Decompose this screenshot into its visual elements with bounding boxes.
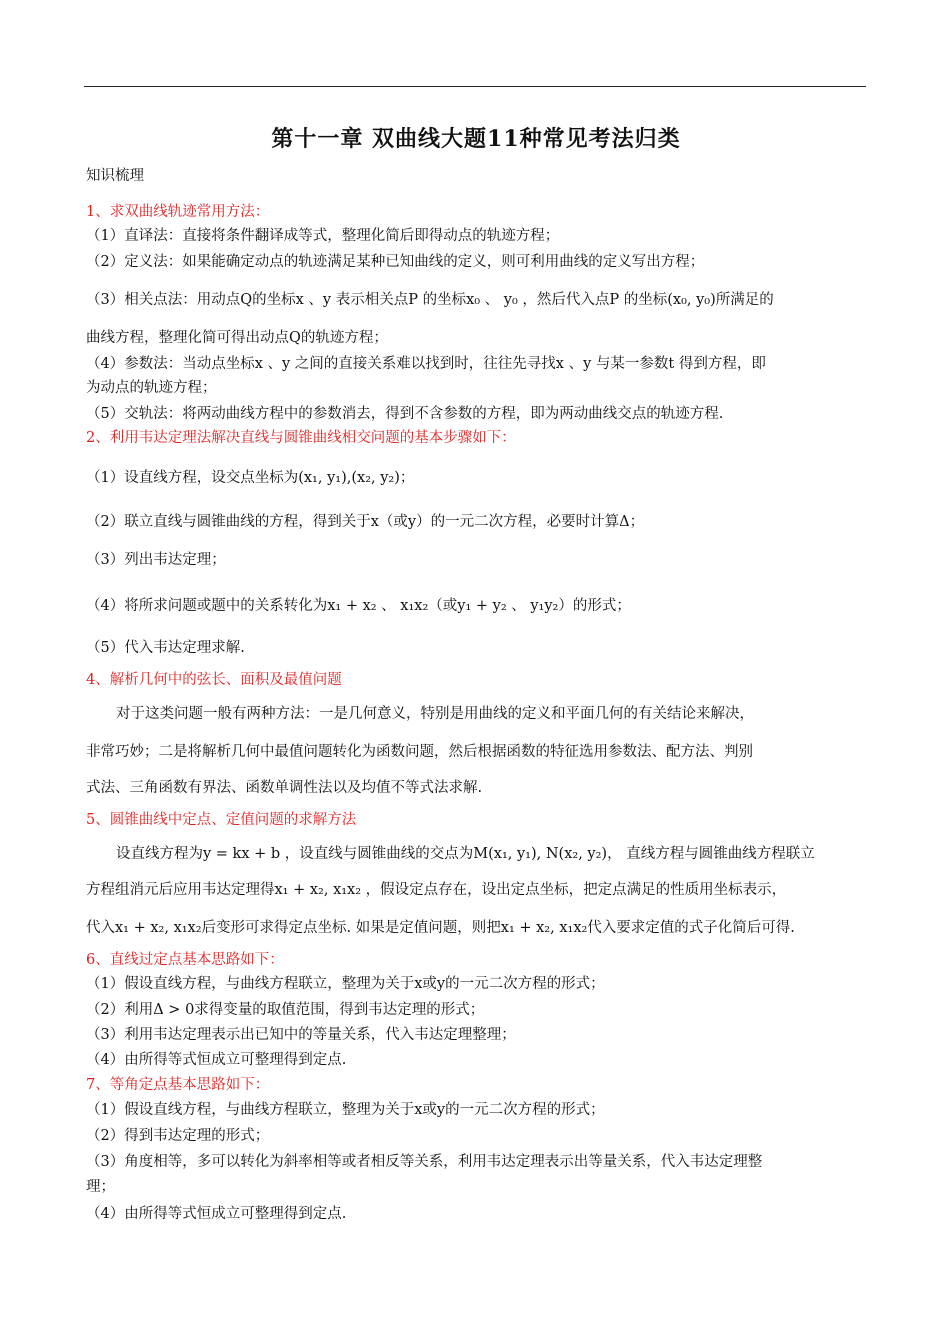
s7-item-2: （2）得到韦达定理的形式； [86, 1128, 270, 1144]
s7-item-4: （4）由所得等式恒成立可整理得到定点. [86, 1206, 347, 1222]
section-intro: 知识梳理 [86, 168, 144, 184]
s4-para-line-1: 对于这类问题一般有两种方法：一是几何意义，特别是用曲线的定义和平面几何的有关结论来解决， [116, 706, 754, 722]
s1-item-4b: 为动点的轨迹方程； [86, 380, 217, 396]
header-rule [84, 86, 866, 87]
s1-item-3a: （3）相关点法：用动点Q的坐标x 、y 表示相关点P 的坐标x₀ 、 y₀ ，然后代入点P 的坐标(x₀, y₀)所满足的 [86, 292, 774, 308]
s4-para-line-3: 式法、三角函数有界法、函数单调性法以及均值不等式法求解. [86, 780, 483, 796]
section-1-heading: 1、求双曲线轨迹常用方法： [86, 204, 270, 220]
s6-item-1: （1）假设直线方程，与曲线方程联立，整理为关于x或y的一元二次方程的形式； [86, 976, 605, 992]
s1-item-3b: 曲线方程，整理化简可得出动点Q的轨迹方程； [86, 330, 388, 346]
s1-item-5: （5）交轨法：将两动曲线方程中的参数消去，得到不含参数的方程，即为两动曲线交点的轨迹方程. [86, 406, 724, 422]
s6-item-4: （4）由所得等式恒成立可整理得到定点. [86, 1052, 347, 1068]
section-6-heading: 6、直线过定点基本思路如下： [86, 952, 284, 968]
s2-item-3: （3）列出韦达定理； [86, 552, 226, 568]
s5-para-line-2: 方程组消元后应用韦达定理得x₁ + x₂, x₁x₂ ，假设定点存在，设出定点坐标，把定点满足的性质用坐标表示， [86, 882, 787, 898]
s6-item-3: （3）利用韦达定理表示出已知中的等量关系，代入韦达定理整理； [86, 1027, 516, 1043]
s1-item-1: （1）直译法：直接将条件翻译成等式，整理化简后即得动点的轨迹方程； [86, 228, 560, 244]
s2-item-2: （2）联立直线与圆锥曲线的方程，得到关于x（或y）的一元二次方程，必要时计算Δ； [86, 514, 645, 530]
s5-para-line-1: 设直线方程为y = kx + b ，设直线与圆锥曲线的交点为M(x₁, y₁), N(x₂, y₂)， 直线方程与圆锥曲线方程联立 [116, 846, 815, 862]
section-4-heading: 4、解析几何中的弦长、面积及最值问题 [86, 672, 342, 688]
section-5-heading: 5、圆锥曲线中定点、定值问题的求解方法 [86, 812, 357, 828]
s7-item-1: （1）假设直线方程，与曲线方程联立，整理为关于x或y的一元二次方程的形式； [86, 1102, 605, 1118]
s7-item-3a: （3）角度相等，多可以转化为斜率相等或者相反等关系，利用韦达定理表示出等量关系，代入韦达定理整 [86, 1154, 763, 1170]
s4-para-line-2: 非常巧妙；二是将解析几何中最值问题转化为函数问题，然后根据函数的特征选用参数法、配方法、判别 [86, 744, 753, 760]
section-2-heading: 2、利用韦达定理法解决直线与圆锥曲线相交问题的基本步骤如下： [86, 430, 516, 446]
s6-item-2: （2）利用Δ > 0求得变量的取值范围，得到韦达定理的形式； [86, 1002, 485, 1018]
s7-item-3b: 理； [86, 1179, 115, 1195]
section-7-heading: 7、等角定点基本思路如下： [86, 1077, 270, 1093]
s1-item-2: （2）定义法：如果能确定动点的轨迹满足某种已知曲线的定义，则可利用曲线的定义写出方程； [86, 254, 705, 270]
s2-item-4: （4）将所求问题或题中的关系转化为x₁ + x₂ 、 x₁x₂（或y₁ + y₂ 、 y₁y₂）的形式； [86, 598, 631, 614]
s5-para-line-3: 代入x₁ + x₂, x₁x₂后变形可求得定点坐标. 如果是定值问题，则把x₁ + x₂, x₁x₂代入要求定值的式子化简后可得. [86, 920, 795, 936]
s2-item-1: （1）设直线方程，设交点坐标为(x₁, y₁),(x₂, y₂)； [86, 470, 415, 486]
s2-item-5: （5）代入韦达定理求解. [86, 640, 245, 656]
s1-item-4a: （4）参数法：当动点坐标x 、y 之间的直接关系难以找到时，往往先寻找x 、y 与某一参数t 得到方程，即 [86, 356, 766, 372]
page-title: 第十一章 双曲线大题11种常见考法归类 [271, 126, 681, 152]
